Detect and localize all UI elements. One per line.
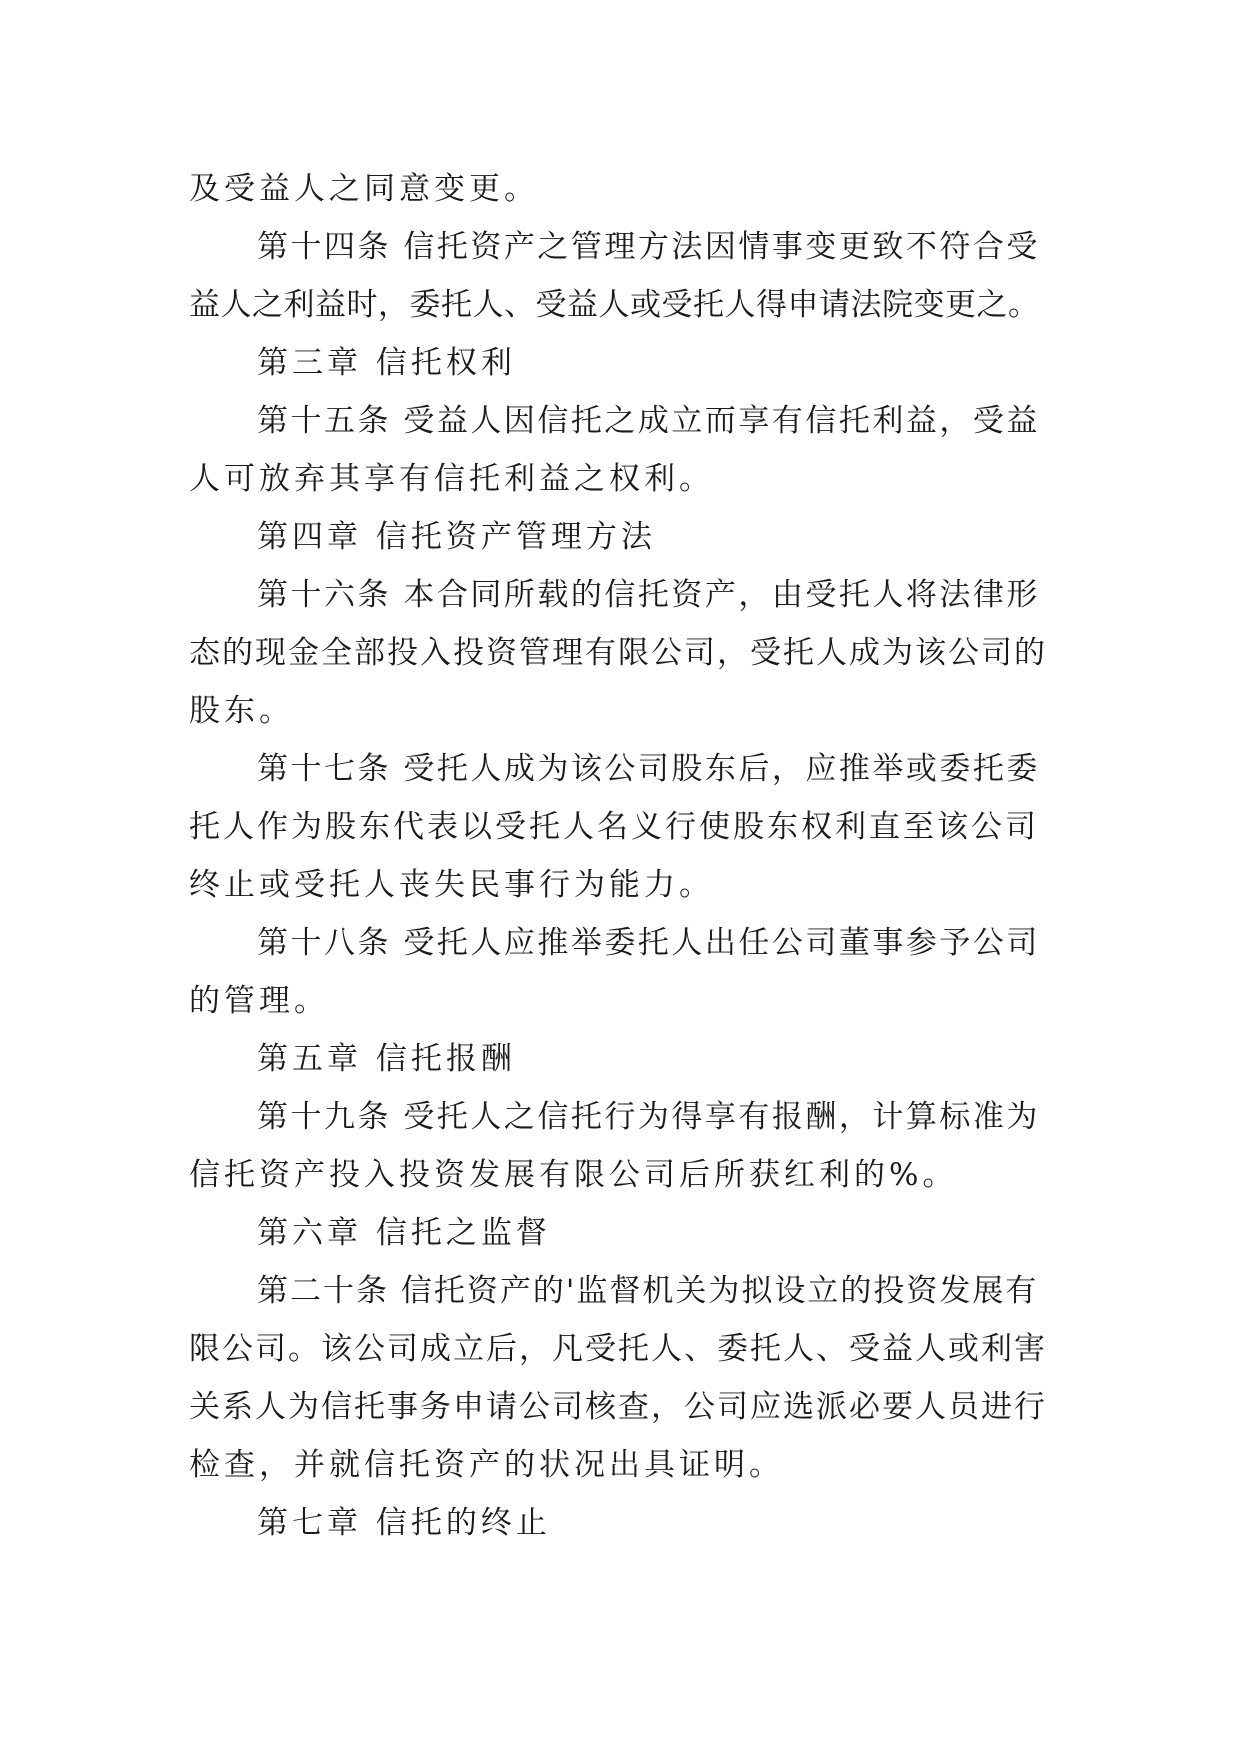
article-18-line-2: 的管理。 bbox=[189, 983, 329, 1019]
article-19-line-1: 第十九条 受托人之信托行为得享有报酬，计算标准为 bbox=[257, 1099, 1040, 1135]
chapter-3-heading: 第三章 信托权利 bbox=[257, 345, 516, 381]
document-body bbox=[189, 160, 1049, 1552]
article-19-line-2: 信托资产投入投资发展有限公司后所获红利的%。 bbox=[189, 1157, 958, 1193]
article-15-line-1: 第十五条 受益人因信托之成立而享有信托利益，受益 bbox=[257, 403, 1040, 439]
article-14-line-2: 益人之利益时，委托人、受益人或受托人得申请法院变更之。 bbox=[189, 287, 1040, 323]
chapter-6-heading: 第六章 信托之监督 bbox=[257, 1215, 551, 1251]
article-18-line-1: 第十八条 受托人应推举委托人出任公司董事参予公司 bbox=[257, 925, 1040, 961]
article-20-line-3: 关系人为信托事务申请公司核查，公司应选派必要人员进行 bbox=[189, 1389, 1047, 1425]
article-16-line-1: 第十六条 本合同所载的信托资产，由受托人将法律形 bbox=[257, 577, 1040, 613]
chapter-5-heading: 第五章 信托报酬 bbox=[257, 1041, 516, 1077]
article-17-line-3: 终止或受托人丧失民事行为能力。 bbox=[189, 867, 714, 903]
article-20-line-2: 限公司。该公司成立后，凡受托人、委托人、受益人或利害 bbox=[189, 1331, 1047, 1367]
chapter-4-heading: 第四章 信托资产管理方法 bbox=[257, 519, 656, 555]
article-20-line-1: 第二十条 信托资产的'监督机关为拟设立的投资发展有 bbox=[257, 1273, 1039, 1309]
text-line: 及受益人之同意变更。 bbox=[189, 171, 539, 207]
article-15-line-2: 人可放弃其享有信托利益之权利。 bbox=[189, 461, 714, 497]
article-17-line-1: 第十七条 受托人成为该公司股东后，应推举或委托委 bbox=[257, 751, 1040, 787]
article-16-line-3: 股东。 bbox=[189, 693, 294, 729]
chapter-7-heading: 第七章 信托的终止 bbox=[257, 1505, 551, 1541]
article-17-line-2: 托人作为股东代表以受托人名义行使股东权利直至该公司 bbox=[189, 809, 1039, 845]
article-20-line-4: 检查，并就信托资产的状况出具证明。 bbox=[189, 1447, 784, 1483]
article-14-line-1: 第十四条 信托资产之管理方法因情事变更致不符合受 bbox=[257, 229, 1040, 265]
article-16-line-2: 态的现金全部投入投资管理有限公司，受托人成为该公司的 bbox=[189, 635, 1047, 671]
